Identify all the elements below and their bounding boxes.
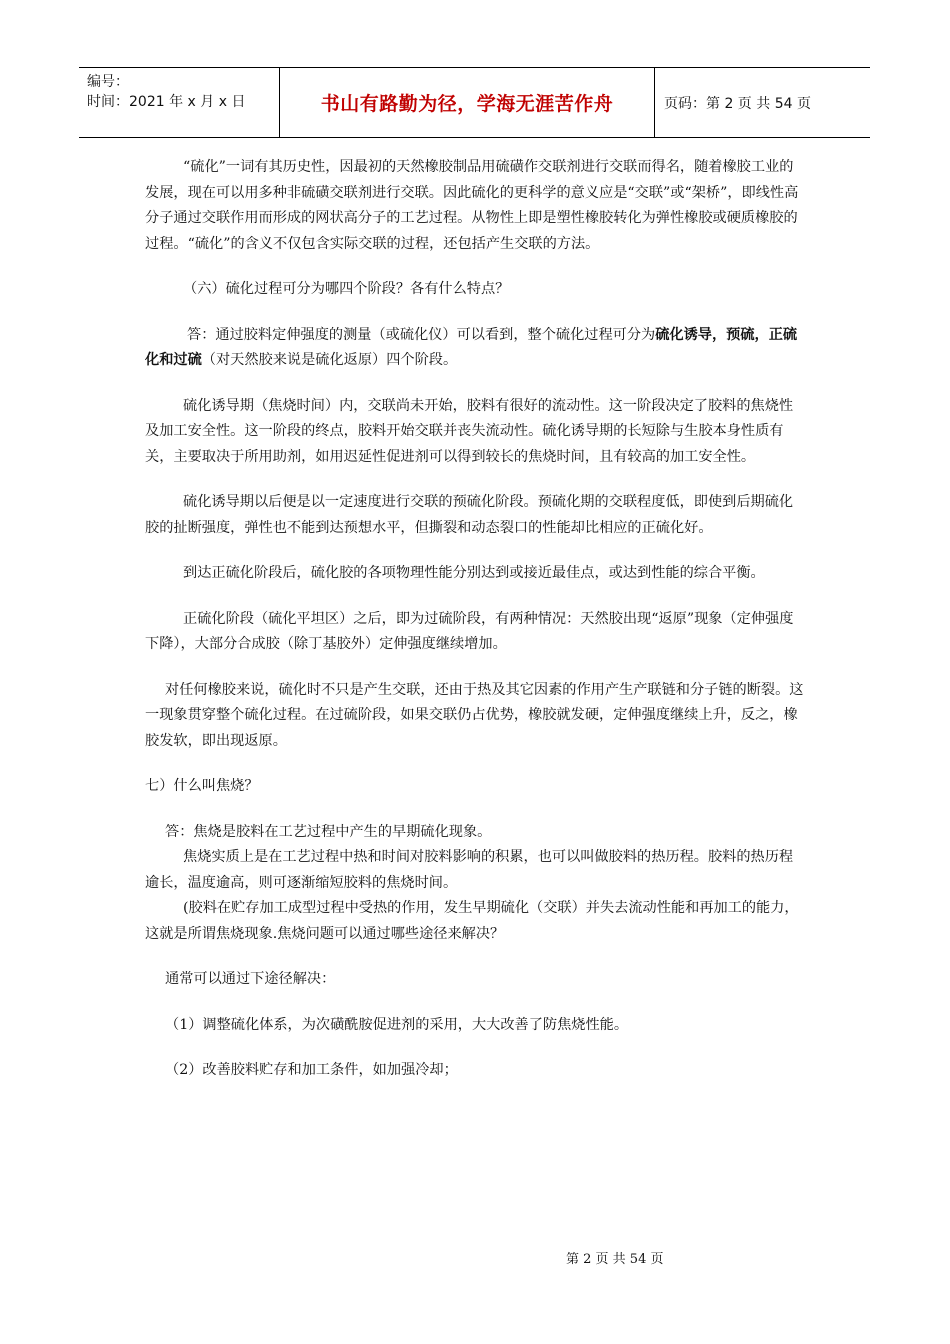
paragraph-usual-solutions: 通常可以通过下途径解决： [165, 971, 336, 987]
document-body [145, 155, 807, 1084]
paragraph-induction-period: 硫化诱导期（焦烧时间）内，交联尚未开始，胶料有很好的流动性。这一阶段决定了胶料的焦烧性及加工安全性。这一阶段的终点，胶料开始交联并丧失流动性。硫化诱导期的长短除与生胶本身性质有关，主要取决于所用助剂，如用迟延性促进剂可以得到较长的焦烧时间，且有较高的加工安全性。 [145, 397, 794, 465]
list-item-solution-2: （2）改善胶料贮存和加工条件，如加强冷却； [165, 1062, 458, 1078]
document-date: 时间：2021 年 x 月 x 日 [87, 94, 246, 110]
paragraph-vulcanization-definition: “硫化”一词有其历史性，因最初的天然橡胶制品用硫磺作交联剂进行交联而得名，随着橡胶工业的发展，现在可以用多种非硫磺交联剂进行交联。因此硫化的更科学的意义应是“交联”或“架桥”，即线性高分子通过交联作用而形成的网状高分子的工艺过程。从物性上即是塑性橡胶转化为弹性橡胶或硬质橡胶的过程。“硫化”的含义不仅包含实际交联的过程，还包括产生交联的方法。 [145, 159, 799, 252]
paragraph-scorch-essence: 焦烧实质上是在工艺过程中热和时间对胶料影响的积累，也可以叫做胶料的热历程。胶料的热历程逾长，温度逾高，则可逐渐缩短胶料的焦烧时间。 [145, 849, 794, 891]
question-six: （六）硫化过程可分为哪四个阶段？各有什么特点？ [183, 281, 510, 297]
paragraph-any-rubber: 对任何橡胶来说，硫化时不只是产生交联，还由于热及其它因素的作用产生产联链和分子链的断裂。这一现象贯穿整个硫化过程。在过硫阶段，如果交联仍占优势，橡胶就发硬，定伸强度继续上升，反之，橡胶发软，即出现返原。 [145, 681, 804, 749]
header-motto: 书山有路勤为径，学海无涯苦作舟 [279, 68, 655, 137]
header-meta [79, 68, 279, 137]
question-seven: 七）什么叫焦烧？ [145, 778, 259, 794]
header-table [79, 67, 870, 138]
paragraph-over-cure: 正硫化阶段（硫化平坦区）之后，即为过硫阶段，有两种情况：天然胶出现“返原”现象（定伸强度下降），大部分合成胶（除丁基胶外）定伸强度继续增加。 [145, 610, 794, 652]
answer-six-stages: 硫化诱导，预硫，正硫化和过硫 [145, 326, 798, 368]
answer-six [145, 323, 807, 374]
answer-seven: 答：焦烧是胶料在工艺过程中产生的早期硫化现象。 [165, 823, 492, 840]
list-item-solution-1: （1）调整硫化体系，为次磺酰胺促进剂的采用，大大改善了防焦烧性能。 [165, 1016, 629, 1033]
answer-six-intro: 答：通过胶料定伸强度的测量（或硫化仪）可以看到，整个硫化过程可分为 [187, 326, 656, 343]
footer-page-number: 第 2 页 共 54 页 [566, 1252, 664, 1267]
header-page-number: 页码：第 2 页 共 54 页 [664, 95, 811, 112]
paragraph-optimum-cure: 到达正硫化阶段后，硫化胶的各项物理性能分别达到或接近最佳点，或达到性能的综合平衡。 [183, 565, 765, 581]
paragraph-pre-vulcanization: 硫化诱导期以后便是以一定速度进行交联的预硫化阶段。预硫化期的交联程度低，即使到后期硫化胶的扯断强度，弹性也不能到达预想水平，但撕裂和动态裂口的性能却比相应的正硫化好。 [145, 494, 794, 536]
answer-six-tail: （对天然胶来说是硫化返原）四个阶段。 [201, 352, 458, 368]
paragraph-scorch-storage: (胶料在贮存加工成型过程中受热的作用，发生早期硫化（交联）并失去流动性能和再加工的能力，这就是所谓焦烧现象.焦烧问题可以通过哪些途径来解决？ [145, 900, 799, 942]
document-number: 编号： [87, 74, 129, 90]
